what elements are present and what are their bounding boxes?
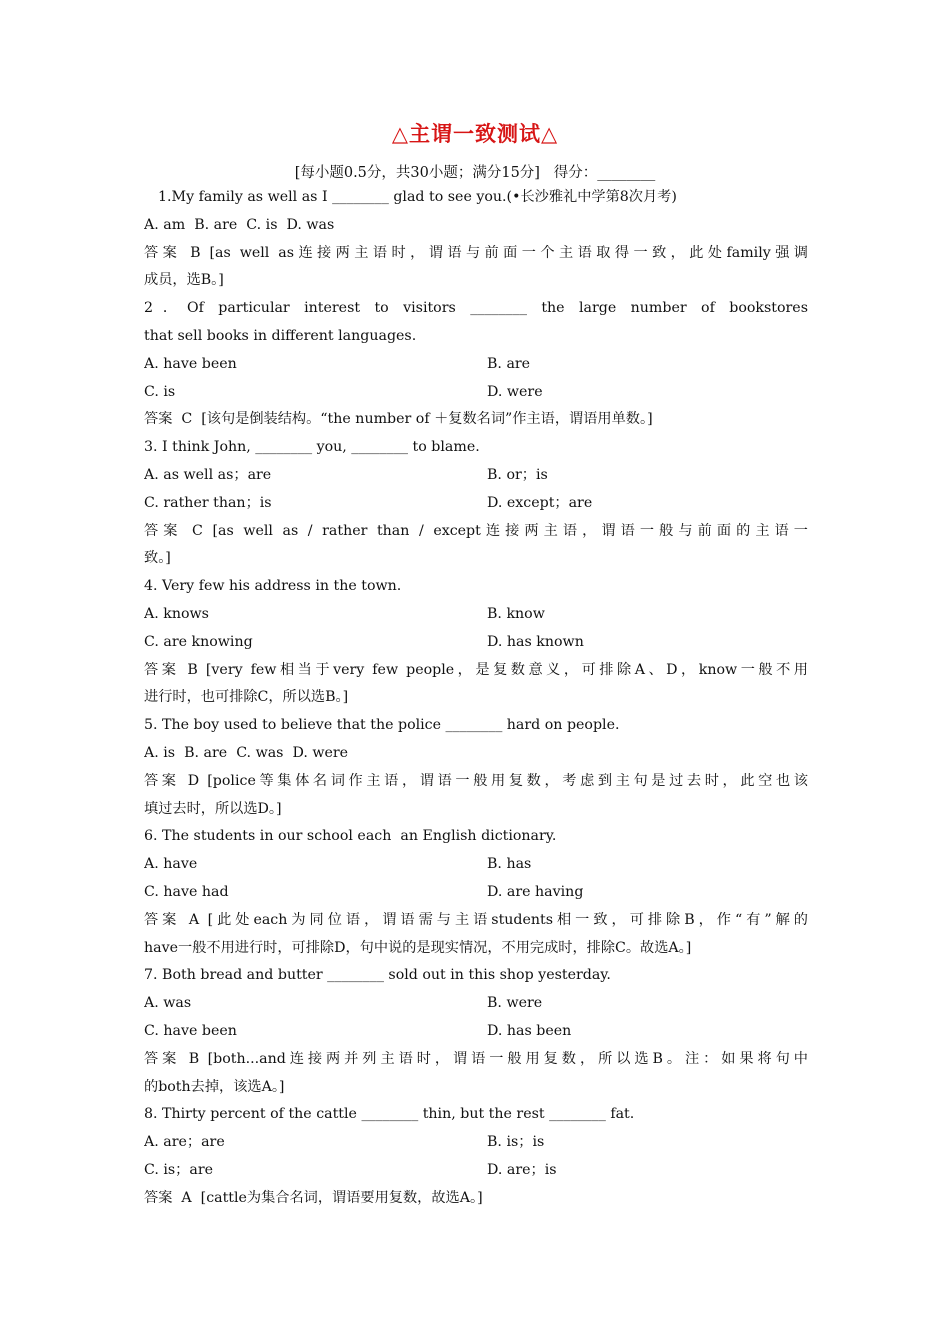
option-row <box>144 990 808 1018</box>
question-stem: 2．Of particular interest to visitors ________ the large number of bookstores <box>144 300 808 317</box>
question-stem: 8. Thirty percent of the cattle ________ thin, but the rest ________ fat. <box>144 1106 635 1123</box>
option-item: C. rather than；is <box>144 494 272 511</box>
question-stem: 5. The boy used to believe that the police ________ hard on people. <box>144 717 620 734</box>
option-row <box>144 351 808 379</box>
option-item: B. has <box>487 856 532 873</box>
option-item: A. knows <box>144 605 209 622</box>
option-row <box>144 379 808 407</box>
answer-explanation: 答案 A [此处each为同位语，谓语需与主语students相一致，可排除B，作“有”解的 <box>144 911 808 928</box>
answer-explanation: 答案 C [as well as / rather than / except连接两主语，谓语一般与前面的主语一 <box>144 522 808 539</box>
answer-explanation: 答案 B [both...and连接两并列主语时，谓语一般用复数，所以选B。注：如果将句中 <box>144 1050 808 1067</box>
question-stem: 3. I think John, ________ you, ________ to blame. <box>144 439 480 456</box>
option-item: C. have had <box>144 883 229 900</box>
option-item: B. or；is <box>487 466 548 483</box>
option-row <box>144 462 808 490</box>
option-row <box>144 851 808 879</box>
option-item: C. is；are <box>144 1161 214 1178</box>
option-item: D. are；is <box>487 1161 557 1178</box>
option-item: A. have been <box>144 355 237 372</box>
option-row <box>144 601 808 629</box>
option-item: A. are；are <box>144 1134 225 1151</box>
option-item: A. was <box>144 995 192 1012</box>
option-item: D. except；are <box>487 494 593 511</box>
question-stem: 7. Both bread and butter ________ sold out in this shop yesterday. <box>144 967 611 984</box>
answer-explanation: 成员，选B。] <box>144 272 224 289</box>
question-item <box>144 434 808 573</box>
question-stem: 1.My family as well as I ________ glad to see you.(•长沙雅礼中学第8次月考) <box>158 189 677 205</box>
option-row <box>144 1129 808 1157</box>
answer-explanation: have一般不用进行时，可排除D，句中说的是现实情况，不用完成时，排除C。故选A。] <box>144 939 692 956</box>
answer-explanation: 答案 A [cattle为集合名词，谓语要用复数，故选A。] <box>144 1189 483 1206</box>
option-row <box>144 879 808 907</box>
option-item: D. were <box>487 383 543 400</box>
question-stem: 4. Very few his address in the town. <box>144 578 402 595</box>
question-item <box>144 1101 808 1212</box>
option-item: D. has been <box>487 1022 572 1039</box>
question-item <box>144 962 808 1101</box>
option-item: D. are having <box>487 883 584 900</box>
option-row <box>144 1018 808 1046</box>
question-item <box>144 712 808 823</box>
answer-explanation: 进行时，也可排除C，所以选B。] <box>144 689 349 706</box>
option-line: A. am B. are C. is D. was <box>144 216 335 233</box>
option-row <box>144 490 808 518</box>
answer-explanation: 答案 C [该句是倒装结构。“the number of ＋复数名词”作主语，谓语用单数。] <box>144 411 653 428</box>
option-row <box>144 629 808 657</box>
option-item: C. is <box>144 383 176 400</box>
option-item: B. know <box>487 605 545 622</box>
option-row <box>144 1157 808 1185</box>
answer-explanation: 答案 B [very few相当于very few people，是复数意义，可排除A、D，know一般不用 <box>144 661 808 678</box>
score-info: [每小题0.5分，共30小题；满分15分] 得分：________ <box>294 165 656 181</box>
question-stem: that sell books in different languages. <box>144 327 417 344</box>
option-item: B. were <box>487 995 543 1012</box>
answer-explanation: 答案 B [as well as连接两主语时，谓语与前面一个主语取得一致，此处family强调 <box>144 244 808 261</box>
option-item: D. has known <box>487 633 584 650</box>
question-item <box>144 295 808 434</box>
answer-explanation: 的both去掉，该选A。] <box>144 1078 285 1095</box>
question-item <box>144 573 808 712</box>
answer-explanation: 填过去时，所以选D。] <box>144 800 282 817</box>
option-item: A. have <box>144 856 198 873</box>
option-item: A. as well as；are <box>144 466 272 483</box>
answer-explanation: 致。] <box>144 550 171 567</box>
page-title: △主谓一致测试△ <box>391 121 559 146</box>
option-line: A. is B. are C. was D. were <box>144 744 349 761</box>
option-item: B. is；is <box>487 1134 545 1151</box>
question-item <box>144 184 808 295</box>
option-item: C. are knowing <box>144 633 253 650</box>
answer-explanation: 答案 D [police等集体名词作主语，谓语一般用复数，考虑到主句是过去时，此空也该 <box>144 772 808 789</box>
question-list <box>144 184 808 1212</box>
option-item: B. are <box>487 355 531 372</box>
option-item: C. have been <box>144 1022 237 1039</box>
question-item <box>144 823 808 962</box>
question-stem: 6. The students in our school each an English dictionary. <box>144 828 557 845</box>
